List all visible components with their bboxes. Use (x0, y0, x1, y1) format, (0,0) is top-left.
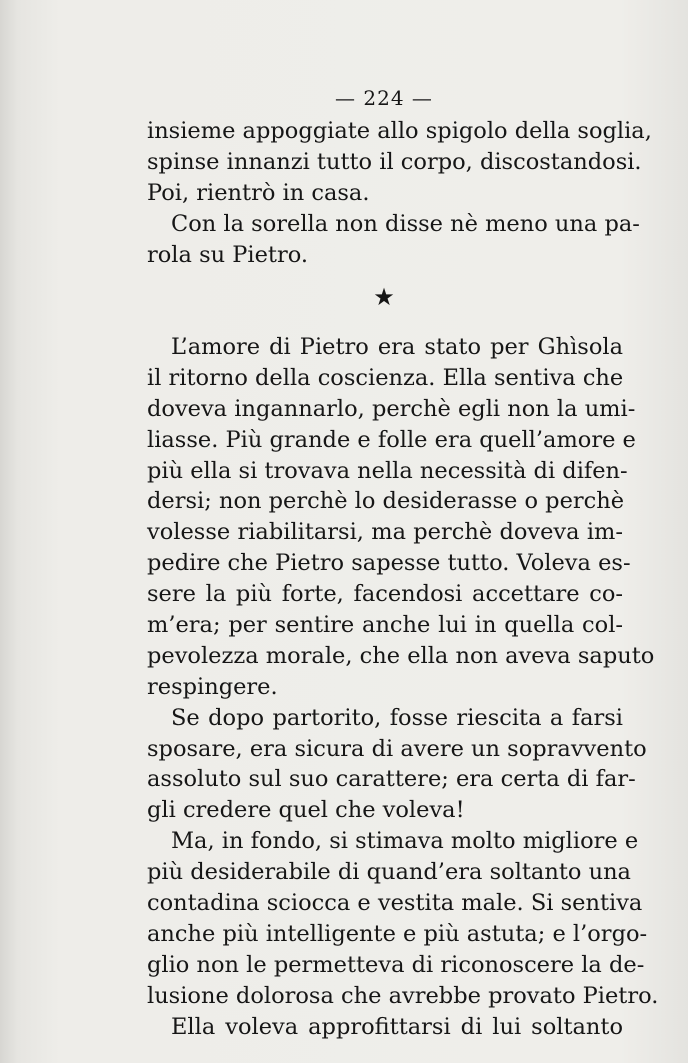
text-line: anche più intelligente e più astuta; e l’orgo- (147, 920, 648, 947)
text-line: Ella voleva approfittarsi di lui soltanto (171, 1013, 623, 1040)
text-line: m’era; per sentire anche lui in quella col- (147, 612, 623, 639)
text-line: Ma, in fondo, si stimava molto migliore e (171, 828, 639, 855)
text-line: pedire che Pietro sapesse tutto. Voleva es- (147, 550, 631, 577)
paragraph-main (147, 332, 659, 1042)
text-line: gli credere quel che voleva! (147, 797, 465, 824)
text-line: insieme appoggiate allo spigolo della soglia, (147, 118, 652, 144)
paragraph-continuation (147, 116, 652, 270)
text-line: volesse riabilitarsi, ma perchè doveva im- (147, 519, 623, 546)
text-line: glio non le permetteva di riconoscere la de- (147, 951, 645, 978)
text-line: spinse innanzi tutto il corpo, discostandosi. (147, 148, 642, 175)
text-line: sere la più forte, facendosi accettare co- (147, 581, 623, 608)
text-line: respingere. (147, 673, 278, 700)
text-line: sposare, era sicura di avere un sopravvento (147, 735, 647, 762)
text-line: il ritorno della coscienza. Ella sentiva che (147, 364, 624, 391)
text-line: rola su Pietro. (147, 241, 309, 268)
text-line: liasse. Più grande e folle era quell’amore e (147, 426, 636, 453)
text-line: contadina sciocca e vestita male. Si sentiva (147, 890, 643, 917)
text-line: Poi, rientrò in casa. (147, 179, 370, 206)
text-line: assoluto sul suo carattere; era certa di far- (147, 766, 636, 793)
page-number: — 224 — (335, 86, 433, 110)
text-line: Con la sorella non disse nè meno una pa- (171, 210, 640, 237)
section-ornament-star: ★ (373, 283, 395, 311)
text-line: doveva ingannarlo, perchè egli non la umi- (147, 395, 636, 422)
text-line: L’amore di Pietro era stato per Ghìsola (171, 334, 623, 360)
text-line: dersi; non perchè lo desiderasse o perchè (147, 488, 625, 515)
text-line: Se dopo partorito, fosse riescita a farsi (171, 704, 623, 731)
text-line: lusione dolorosa che avrebbe provato Pietro. (147, 982, 659, 1009)
text-line: pevolezza morale, che ella non aveva saputo (147, 642, 655, 669)
text-line: più ella si trovava nella necessità di difen- (147, 457, 628, 484)
text-line: più desiderabile di quand’era soltanto una (147, 859, 631, 886)
